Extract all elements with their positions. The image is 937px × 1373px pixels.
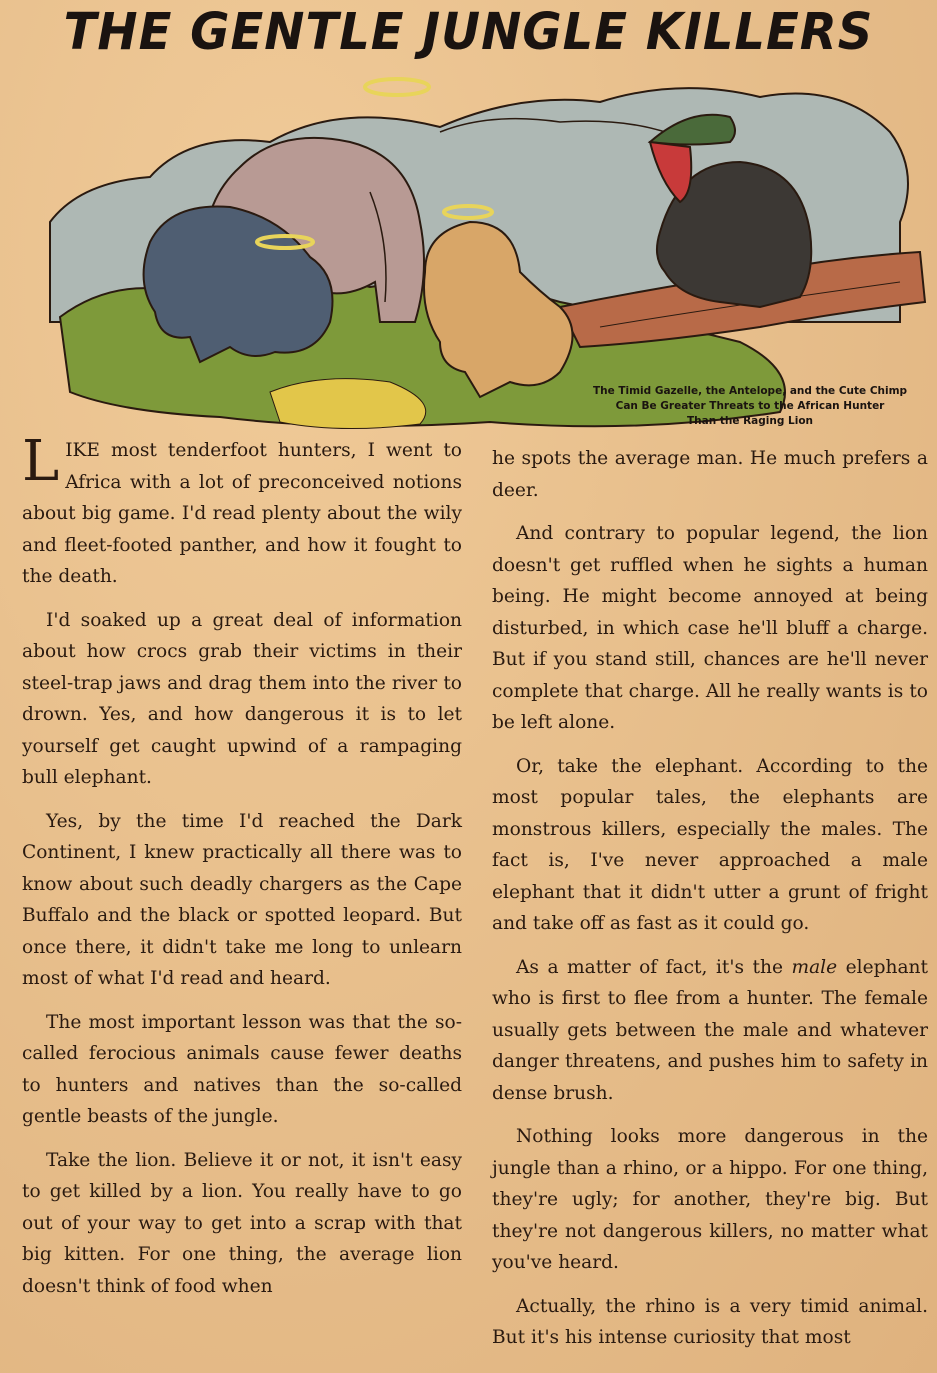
emphasis-text: male bbox=[791, 956, 838, 978]
paragraph bbox=[22, 429, 462, 593]
paragraph: Yes, by the time I'd reached the Dark Continent, I knew practically all there was to know about such deadly chargers as the Cape Buffalo and the black or spotted leopard. But once there, it didn't take me long to unlearn most of what I'd read and heard. bbox=[22, 810, 462, 989]
halo bbox=[365, 79, 429, 95]
paragraph: Take the lion. Believe it or not, it isn't easy to get killed by a lion. You really have to go out of your way to get into a scrap with that big kitten. For one thing, the average lion doesn't think of food when bbox=[22, 1149, 462, 1297]
paragraph: he spots the average man. He much prefers a deer. bbox=[492, 448, 928, 501]
paragraph-text: IKE most tenderfoot hunters, I went to Africa with a lot of preconceived notions about big game. I'd read plenty about the wily and fleet-footed panther, and how it fought to the death. bbox=[22, 440, 462, 587]
paragraph bbox=[492, 952, 928, 1110]
drop-cap: L bbox=[22, 429, 60, 494]
caption-line: Than the Raging Lion bbox=[686, 415, 814, 427]
paragraph: Or, take the elephant. According to the most popular tales, the elephants are monstrous killers, especially the males. The fact is, I've never approached a male elephant that it didn't utter a grunt of fright and take off as fast as it could go. bbox=[492, 755, 928, 934]
paragraph: The most important lesson was that the so-called ferocious animals cause fewer deaths to hunters and natives than the so-called gentle beasts of the jungle. bbox=[22, 1011, 462, 1127]
paragraph: Nothing looks more dangerous in the jungle than a rhino, or a hippo. For one thing, they're ugly; for another, they're big. But they're not dangerous killers, no matter what you've heard. bbox=[492, 1126, 928, 1273]
jungle-illustration bbox=[40, 72, 930, 434]
left-column bbox=[22, 429, 462, 1314]
paragraph-text: As a matter of fact, it's the bbox=[516, 956, 792, 978]
right-column bbox=[492, 443, 928, 1366]
caption-line: Can Be Greater Threats to the African Hunter bbox=[615, 400, 885, 412]
illustration-caption bbox=[580, 384, 920, 429]
paragraph-text: elephant who is first to flee from a hunter. The female usually gets between the male and whatever danger threatens, and pushes him to safety in dense brush. bbox=[492, 956, 929, 1104]
paragraph: Actually, the rhino is a very timid animal. But it's his intense curiosity that most bbox=[492, 1295, 928, 1348]
paragraph: And contrary to popular legend, the lion doesn't get ruffled when he sights a human being. He might become annoyed at being disturbed, in which case he'll bluff a charge. But if you stand still, chances are he'll never complete that charge. All he really wants is to be left alone. bbox=[492, 523, 928, 733]
paragraph: I'd soaked up a great deal of information about how crocs grab their victims in their steel-trap jaws and drag them into the river to drown. Yes, and how dangerous it is to let yourself get caught upwind of a rampaging bull elephant. bbox=[22, 609, 462, 788]
caption-line: The Timid Gazelle, the Antelope, and the Cute Chimp bbox=[592, 385, 908, 397]
page-title: THE GENTLE JUNGLE KILLERS bbox=[63, 2, 874, 62]
